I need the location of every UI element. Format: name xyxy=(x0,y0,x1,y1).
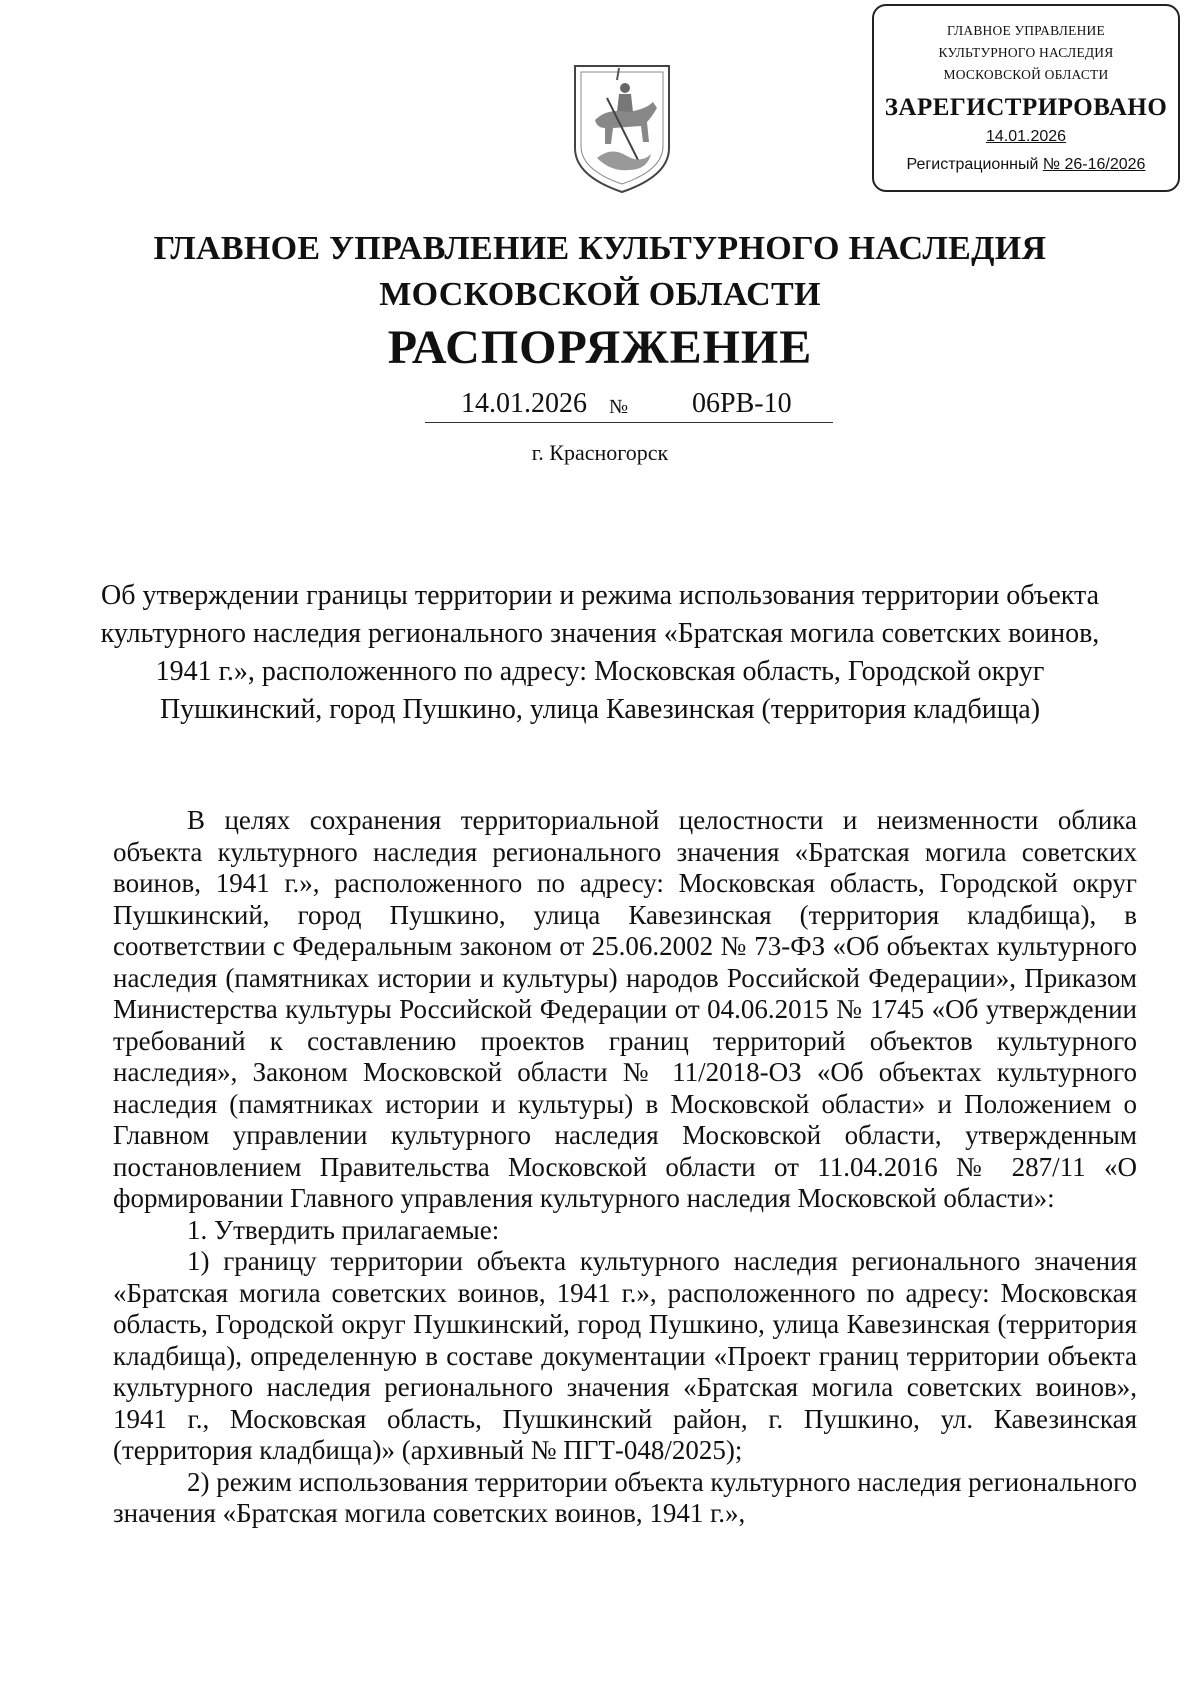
stamp-reg-number: № 26-16/2026 xyxy=(1042,156,1146,173)
preamble-paragraph: В целях сохранения территориальной целостности и неизменности облика объекта культурного наследия регионального значения «Братская могила советских воинов, 1941 г.», расположенного по адресу: Московская область, Городской округ Пушкинский, город Пушкино, улица Кавезинская (территория кладбища), в соответствии с Федеральным законом от 25.06.2002 № 73-ФЗ «Об объектах культурного наследия (памятниках истории и культуры) народов Российской Федерации», Приказом Министерства культуры Российской Федерации от 04.06.2015 № 1745 «Об утверждении требований к составлению проектов границ территорий объектов культурного наследия», Законом Московской области № 11/2018-ОЗ «Об объектах культурного наследия (памятниках истории и культуры) в Московской области» и Положением о Главном управлении культурного наследия Московской области, утвержденным постановлением Правительства Московской области от 11.04.2016 № 287/11 «О формировании Главного управления культурного наследия Московской области»: xyxy=(113,805,1137,1213)
list-item: 2) режим использования территории объекта культурного наследия регионального значения «Братская могила советских воинов, 1941 г.», xyxy=(113,1466,1137,1528)
stamp-org-line: ГЛАВНОЕ УПРАВЛЕНИЕ xyxy=(947,23,1105,38)
subject-line: культурного наследия регионального значения «Братская могила советских воинов, xyxy=(100,618,1100,649)
document-type: РАСПОРЯЖЕНИЕ xyxy=(387,321,813,374)
subject-line: Об утверждении границы территории и режима использования территории объекта xyxy=(101,580,1099,611)
stamp-organization xyxy=(874,20,1178,86)
document-number: 06РВ-10 xyxy=(692,388,792,419)
registration-stamp xyxy=(872,4,1180,192)
stamp-org-line: МОСКОВСКОЙ ОБЛАСТИ xyxy=(943,67,1109,82)
document-date-number xyxy=(425,388,833,423)
document-date: 14.01.2026 xyxy=(461,388,587,419)
document-city: г. Красногорск xyxy=(531,440,669,465)
subject-line: Пушкинский, город Пушкино, улица Кавезинская (территория кладбища) xyxy=(159,694,1041,725)
stamp-date: 14.01.2026 xyxy=(985,128,1067,145)
agency-title-line: МОСКОВСКОЙ ОБЛАСТИ xyxy=(379,276,821,313)
list-item: 1. Утвердить прилагаемые: xyxy=(187,1214,500,1245)
subject-line: 1941 г.», расположенного по адресу: Московская область, Городской округ xyxy=(155,656,1045,687)
stamp-status: ЗАРЕГИСТРИРОВАНО xyxy=(884,94,1168,121)
stamp-registration-number xyxy=(874,156,1178,174)
stamp-reg-label: Регистрационный xyxy=(906,156,1039,173)
agency-title xyxy=(0,226,1200,318)
list-item: 1) границу территории объекта культурного наследия регионального значения «Братская могила советских воинов, 1941 г.», расположенного по адресу: Московская область, Городской округ Пушкинский, город Пушкино, улица Кавезинская (территория кладбища), определенную в составе документации «Проект границ территории объекта культурного наследия регионального значения «Братская могила советских воинов», 1941 г., Московская область, Пушкинский район, г. Пушкино, ул. Кавезинская (территория кладбища)» (архивный № ПГТ-048/2025); xyxy=(113,1246,1137,1465)
number-sign: № xyxy=(609,396,629,418)
agency-title-line: ГЛАВНОЕ УПРАВЛЕНИЕ КУЛЬТУРНОГО НАСЛЕДИЯ xyxy=(153,230,1047,267)
document-subject xyxy=(0,577,1200,729)
moscow-oblast-coat-of-arms-icon xyxy=(567,58,677,198)
document-body xyxy=(113,805,1137,1530)
stamp-org-line: КУЛЬТУРНОГО НАСЛЕДИЯ xyxy=(938,45,1114,60)
